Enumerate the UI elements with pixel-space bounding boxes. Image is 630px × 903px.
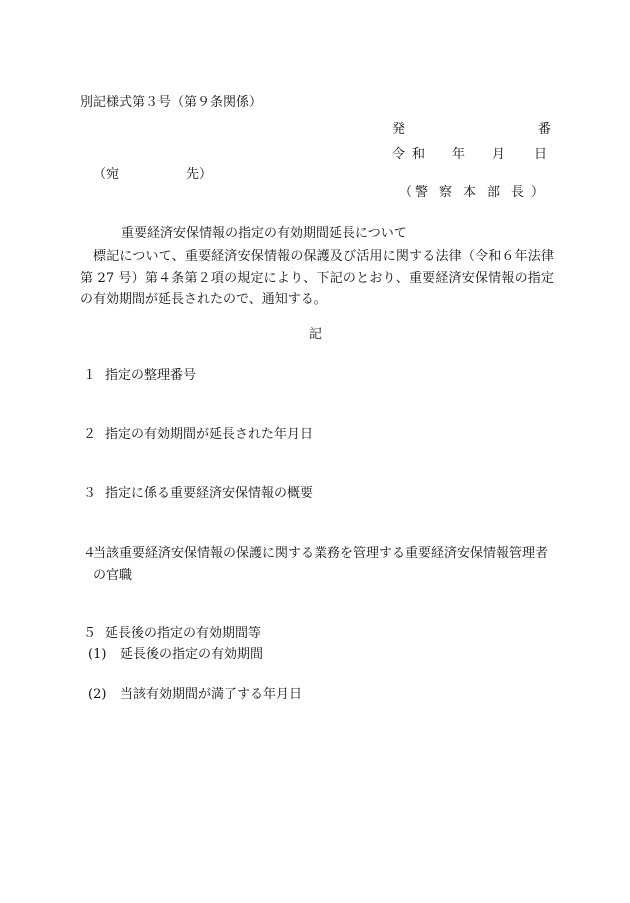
issuer-char-2: 察 (439, 185, 453, 200)
ki-heading: 記 (309, 327, 323, 342)
subitem-1-text: 延長後の指定の有効期間 (120, 647, 264, 662)
item-4-text-block (93, 543, 554, 586)
issuer-close-paren: ） (531, 185, 545, 200)
item-2-number: ２ (83, 427, 97, 442)
item-1-text: 指定の整理番号 (105, 368, 197, 383)
item-3-number: ３ (83, 486, 97, 501)
body-paragraph: 標記について、重要経済安保情報の保護及び活用に関する法律（令和６年法律第 27 号）第４条第２項の規定により、下記のとおり、重要経済安保情報の指定の有効期間が延長されたので、通知する。 (80, 249, 554, 307)
issuer-char-3: 本 (463, 185, 477, 200)
item-2-text: 指定の有効期間が延長された年月日 (105, 427, 314, 442)
document-title: 重要経済安保情報の指定の有効期間延長について (121, 226, 407, 241)
item-3-text: 指定に係る重要経済安保情報の概要 (105, 486, 314, 501)
issuer-char-4: 部 (487, 185, 501, 200)
issuer-char-1: 警 (415, 185, 429, 200)
date-year-label: 年 (452, 147, 466, 162)
item-1-number: １ (83, 368, 97, 383)
subitem-2-text: 当該有効期間が満了する年月日 (120, 687, 303, 702)
item-4-text: 当該重要経済安保情報の保護に関する業務を管理する重要経済安保情報管理者の官職 (93, 546, 549, 583)
issuer-char-5: 長 (511, 185, 525, 200)
addressee-close: 先） (186, 167, 213, 182)
item-5-text: 延長後の指定の有効期間等 (105, 626, 262, 641)
form-label: 別記様式第３号（第９条関係） (80, 95, 263, 110)
doc-number-label: 発 (392, 122, 406, 137)
subitem-2-number: (2) (88, 687, 107, 702)
date-era-1: 令 (392, 147, 406, 162)
date-era-2: 和 (412, 147, 426, 162)
date-month-label: 月 (492, 147, 506, 162)
issuer-open-paren: （ (399, 185, 413, 200)
addressee-open: （宛 (93, 167, 120, 182)
item-5-number: ５ (83, 626, 97, 641)
doc-number-suffix: 番 (538, 122, 552, 137)
subitem-1-number: (1) (88, 647, 107, 662)
item-4-number: ４ (83, 546, 97, 561)
date-day-label: 日 (534, 147, 548, 162)
